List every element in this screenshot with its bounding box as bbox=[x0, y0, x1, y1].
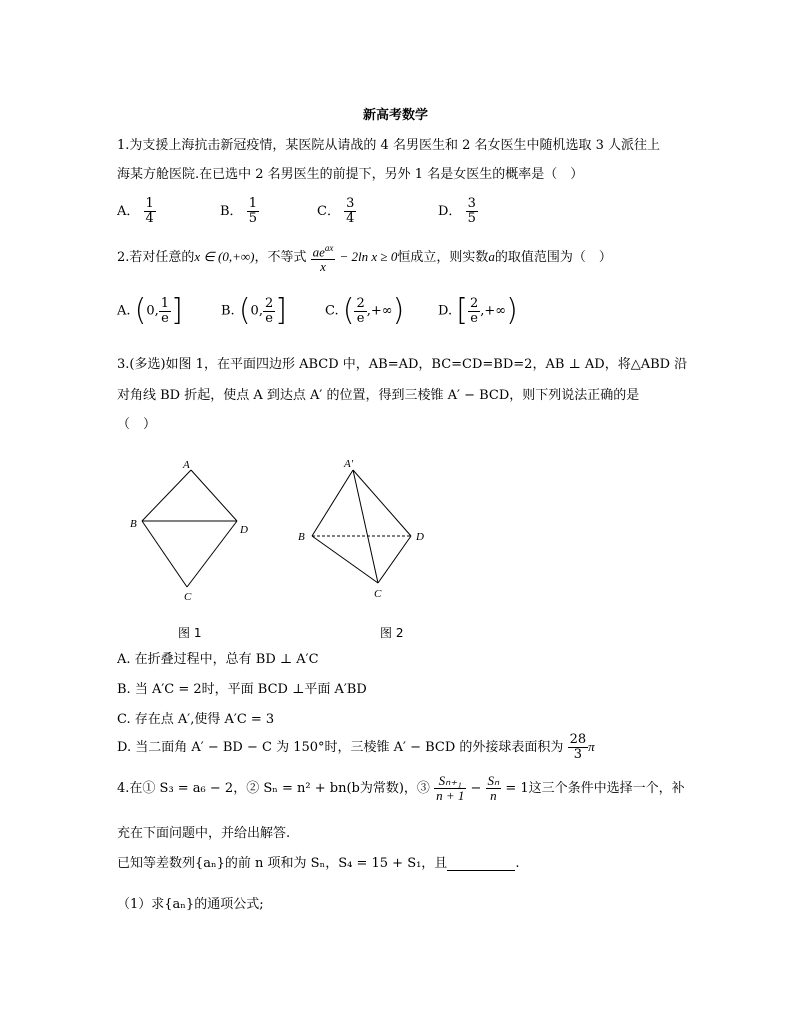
fig1-label-b: B bbox=[130, 518, 137, 530]
q4-line2: 充在下面问题中，并给出解答. bbox=[117, 826, 291, 841]
fig2-edge-bc bbox=[312, 536, 378, 583]
answer-blank[interactable] bbox=[447, 858, 515, 871]
q4-line1: 4.在① S₃ = a₆ − 2，② Sₙ = n² + bn(b为常数)，③ $\frac{\text{Sₙ₊₁}}{n + 1}$ − $\frac{\text{Sₙ}}{n}$ = 1这三个条件中选择一个，补 bbox=[117, 773, 685, 803]
fig2-label-a: A' bbox=[344, 458, 354, 470]
q3-line3: （ ） bbox=[117, 417, 157, 432]
q3-line2: 对角线 BD 折起，使点 A 到达点 A′ 的位置，得到三棱锥 A′ − BCD，则下列说法正确的是 bbox=[117, 388, 640, 403]
fig2-edge-ad bbox=[353, 470, 411, 536]
q1-option-d: D． $\frac{3}{5}$ bbox=[438, 196, 476, 226]
fig1-edge-ad bbox=[191, 470, 237, 521]
page-title: 新高考数学 bbox=[363, 108, 429, 123]
fig1-label-d: D bbox=[240, 524, 248, 536]
q2-option-b: B. (0, $\frac{2}{e}$ ] bbox=[221, 293, 287, 328]
q3-option-d: D. 当二面角 A′ − BD − C 为 150°时，三棱锥 A′ − BCD 的外接球表面积为 $\frac{28}{3}$ π bbox=[117, 732, 595, 762]
figure-2 bbox=[290, 455, 440, 605]
q3-option-a: A. 在折叠过程中，总有 BD ⊥ A′C bbox=[117, 652, 319, 667]
fig1-caption: 图 1 bbox=[178, 626, 202, 640]
q2-stem: 2.若对任意的x ∈ (0,+∞)，不等式 $\frac{ae^{ax}}{x}$ − 2ln x ≥ 0恒成立，则实数a的取值范围为（ ） bbox=[117, 243, 612, 275]
q3-line1: 3.(多选)如图 1，在平面四边形 ABCD 中，AB=AD，BC=CD=BD=2，AB ⊥ AD，将△ABD 沿 bbox=[117, 357, 688, 372]
q1-options bbox=[117, 187, 617, 227]
fig2-caption: 图 2 bbox=[380, 626, 404, 640]
q1-line2: 海某方舱医院.在已选中 2 名男医生的前提下，另外 1 名是女医生的概率是（ ） bbox=[117, 167, 584, 182]
q4-line3: 已知等差数列{aₙ}的前 n 项和为 Sₙ，S₄ = 15 + S₁，且 . bbox=[117, 856, 520, 871]
q1-option-b: B． $\frac{1}{5}$ bbox=[220, 196, 257, 226]
fig2-label-c: C bbox=[374, 588, 382, 600]
fig2-edge-ab bbox=[312, 470, 353, 536]
q3-option-c: C. 存在点 A′,使得 A′C = 3 bbox=[117, 712, 275, 727]
q3-option-b: B. 当 A′C = 2时，平面 BCD ⊥平面 A′BD bbox=[117, 682, 367, 697]
fig1-edge-bc bbox=[142, 521, 187, 587]
fig2-edge-ac bbox=[353, 470, 378, 583]
q2-option-c: C. ( $\frac{2}{e}$ ,+∞) bbox=[325, 293, 405, 328]
fig1-label-a: A bbox=[183, 459, 190, 471]
fig1-edge-ab bbox=[142, 470, 191, 521]
figure-1 bbox=[125, 455, 265, 605]
fig2-edge-cd bbox=[378, 536, 411, 583]
q2-option-d: D. [ $\frac{2}{e}$ ,+∞) bbox=[438, 293, 518, 328]
q1-option-c: C． $\frac{3}{4}$ bbox=[317, 196, 355, 226]
fig1-label-c: C bbox=[184, 591, 192, 603]
fig2-label-b: B bbox=[298, 531, 305, 543]
q2-option-a: A. (0, $\frac{1}{e}$ ] bbox=[117, 293, 183, 328]
q1-line1: 1.为支援上海抗击新冠疫情，某医院从请战的 4 名男医生和 2 名女医生中随机选取 3 人派往上 bbox=[117, 138, 661, 153]
fig2-label-d: D bbox=[416, 531, 424, 543]
q4-sub1: （1）求{aₙ}的通项公式; bbox=[117, 897, 264, 912]
q2-options bbox=[117, 293, 537, 336]
q1-option-a: A． $\frac{1}{4}$ bbox=[117, 196, 154, 226]
fig1-edge-cd bbox=[187, 521, 237, 587]
